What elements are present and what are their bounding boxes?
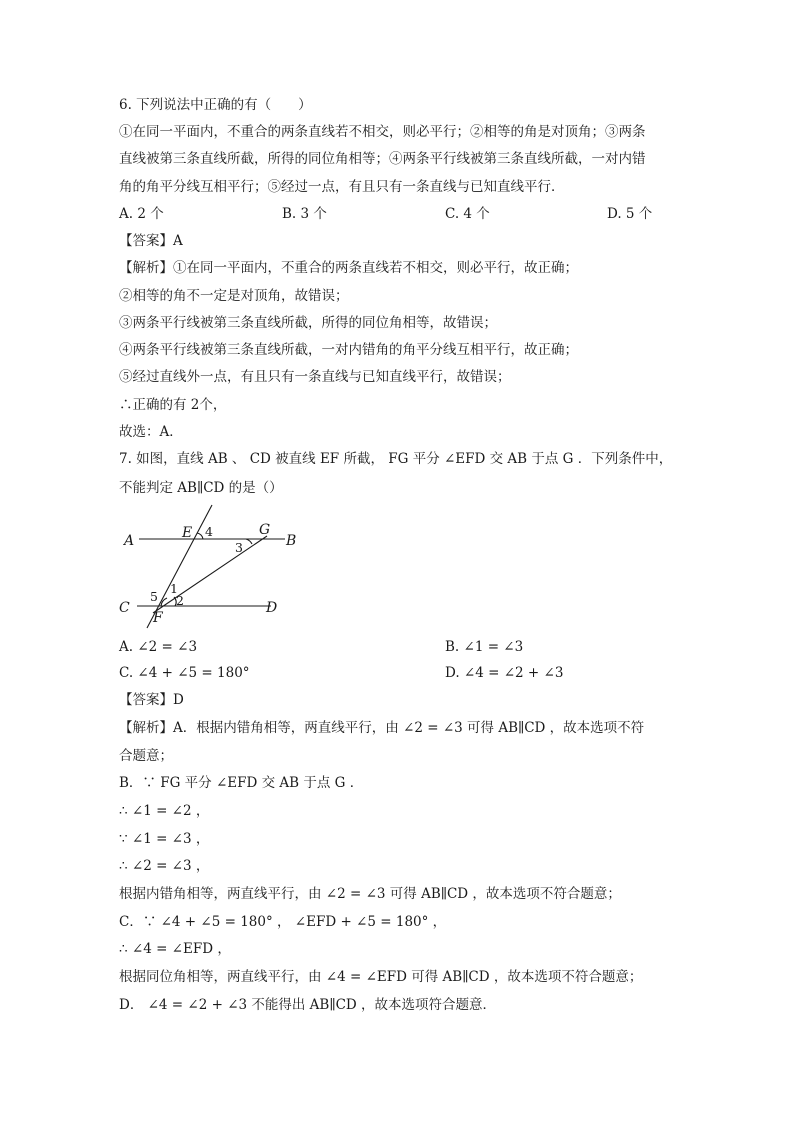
q7-analysis-line-5: ∵ ∠1 = ∠3 ， [119,831,210,847]
label-f: F [153,610,163,626]
q7-analysis-line-3: B．∵ FG 平分 ∠EFD 交 AB 于点 G ． [119,775,364,791]
q6-option-b: B. 3 个 [282,206,327,222]
q7-answer: 【答案】D [119,692,184,708]
q6-option-d: D. 5 个 [607,206,653,222]
q6-body-line-1: ①在同一平面内，不重合的两条直线若不相交，则必平行；②相等的角是对顶角；③两条 [119,124,646,140]
q6-analysis-line-1: 【解析】①在同一平面内，不重合的两条直线若不相交，则必平行，故正确； [119,260,578,276]
q7-option-b: B. ∠1 = ∠3 [445,639,524,655]
label-g: G [259,522,271,538]
q6-analysis-line-4: ④两条平行线被第三条直线所截，一对内错角的角平分线互相平行，故正确； [119,342,578,358]
line-fg [153,536,267,613]
q7-analysis-line-1: 【解析】A．根据内错角相等，两直线平行，由 ∠2 = ∠3 可得 AB∥CD ，故本选项不符 [119,720,645,736]
q7-option-a: A. ∠2 = ∠3 [119,639,198,655]
label-e: E [182,525,193,541]
angle-label-3: 3 [235,540,243,555]
q6-option-a: A. 2 个 [119,206,164,222]
q7-analysis-line-8: C．∵ ∠4 + ∠5 = 180° ， ∠EFD + ∠5 = 180° ， [119,914,447,930]
q7-analysis-line-6: ∴ ∠2 = ∠3 ， [119,858,210,874]
q6-analysis-line-2: ②相等的角不一定是对顶角，故错误； [119,288,349,304]
angle-label-5: 5 [150,589,158,604]
q7-analysis-line-7: 根据内错角相等，两直线平行，由 ∠2 = ∠3 可得 AB∥CD ，故本选项不符合题意； [119,886,621,902]
label-b: B [286,533,297,549]
q7-option-c: C. ∠4 + ∠5 = 180° [119,665,250,681]
q6-analysis-line-3: ③两条平行线被第三条直线所截，所得的同位角相等，故错误； [119,315,497,331]
q6-body-line-3: 角的角平分线互相平行；⑤经过一点，有且只有一条直线与已知直线平行． [119,179,565,195]
q7-stem-line-1: 7. 如图，直线 AB 、 CD 被直线 EF 所截， FG 平分 ∠EFD 交 AB 于点 G ．下列条件中， [119,451,673,467]
q7-option-d: D. ∠4 = ∠2 + ∠3 [445,665,564,681]
q7-analysis-line-11: D． ∠4 = ∠2 + ∠3 不能得出 AB∥CD ，故本选项符合题意． [119,997,497,1013]
q6-answer: 【答案】A [119,233,183,249]
label-a: A [124,533,135,549]
angle-label-4: 4 [205,524,213,539]
label-c: C [119,600,130,616]
q6-body-line-2: 直线被第三条直线所截，所得的同位角相等；④两条平行线被第三条直线所截，一对内错 [119,151,646,167]
q7-analysis-line-9: ∴ ∠4 = ∠EFD ， [119,941,231,957]
angle-label-2: 2 [176,593,184,608]
q7-figure [115,500,315,635]
q6-option-c: C. 4 个 [445,206,490,222]
q6-analysis-line-7: 故选：A． [119,424,183,440]
q6-stem: 6. 下列说法中正确的有（ ） [119,97,312,113]
q7-analysis-line-10: 根据同位角相等，两直线平行，由 ∠4 = ∠EFD 可得 AB∥CD ，故本选项不符合题意； [119,969,643,985]
q6-analysis-line-5: ⑤经过直线外一点，有且只有一条直线与已知直线平行，故错误； [119,369,511,385]
q6-analysis-line-6: ∴正确的有 2个， [119,397,227,413]
angle-4-arc [197,533,203,539]
label-d: D [266,600,278,616]
q7-analysis-line-4: ∴ ∠1 = ∠2 ， [119,803,210,819]
q7-analysis-line-2: 合题意； [119,748,173,764]
q7-stem-line-2: 不能判定 AB∥CD 的是（） [119,480,283,496]
angle-3-arc [246,539,252,544]
angle-label-1: 1 [170,581,178,596]
